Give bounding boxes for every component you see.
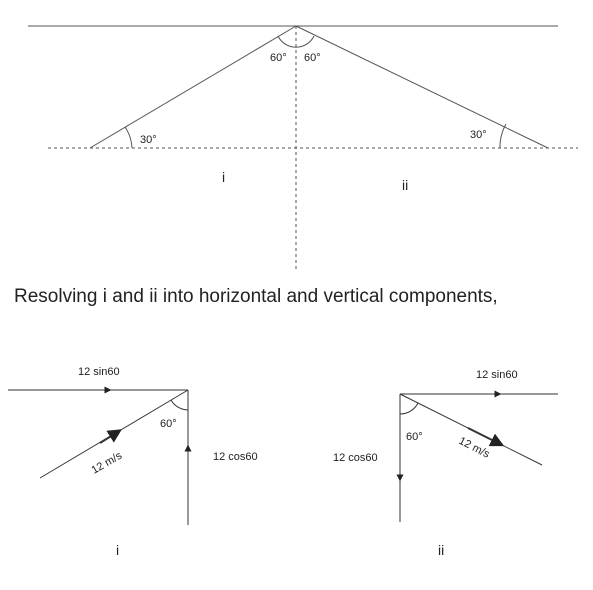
rope-ii: [296, 26, 548, 148]
angle-label-upper-right: 60°: [304, 52, 321, 64]
angle-arc-ii: [400, 403, 418, 414]
angle-arc-left: [125, 127, 132, 148]
heading-text: Resolving i and ii into horizontal and vertical components,: [14, 286, 498, 307]
velocity-label-i: 12 m/s: [89, 449, 125, 477]
diagram-label-i: i: [116, 542, 120, 558]
horizontal-label-i: 12 sin60: [78, 366, 120, 378]
vertical-label-i: 12 cos60: [213, 451, 258, 463]
angle-label-ii: 60°: [406, 431, 423, 443]
rope-i: [90, 26, 296, 148]
horizontal-label-ii: 12 sin60: [476, 369, 518, 381]
velocity-label-ii: 12 m/s: [456, 434, 492, 461]
angle-label-lower-right: 30°: [470, 129, 487, 141]
velocity-arrow-i: [100, 433, 116, 443]
top-diagram: [28, 26, 578, 272]
rope-label-i: i: [222, 169, 226, 185]
vertical-label-ii: 12 cos60: [333, 452, 378, 464]
components-diagram-ii: [400, 394, 558, 522]
angle-arc-i: [171, 400, 188, 410]
angle-label-i: 60°: [160, 418, 177, 430]
angle-label-upper-left: 60°: [270, 52, 287, 64]
diagram-label-ii: ii: [438, 542, 445, 558]
rope-label-ii: ii: [402, 177, 409, 193]
angle-label-lower-left: 30°: [140, 134, 157, 146]
components-diagram-i: [8, 390, 188, 525]
